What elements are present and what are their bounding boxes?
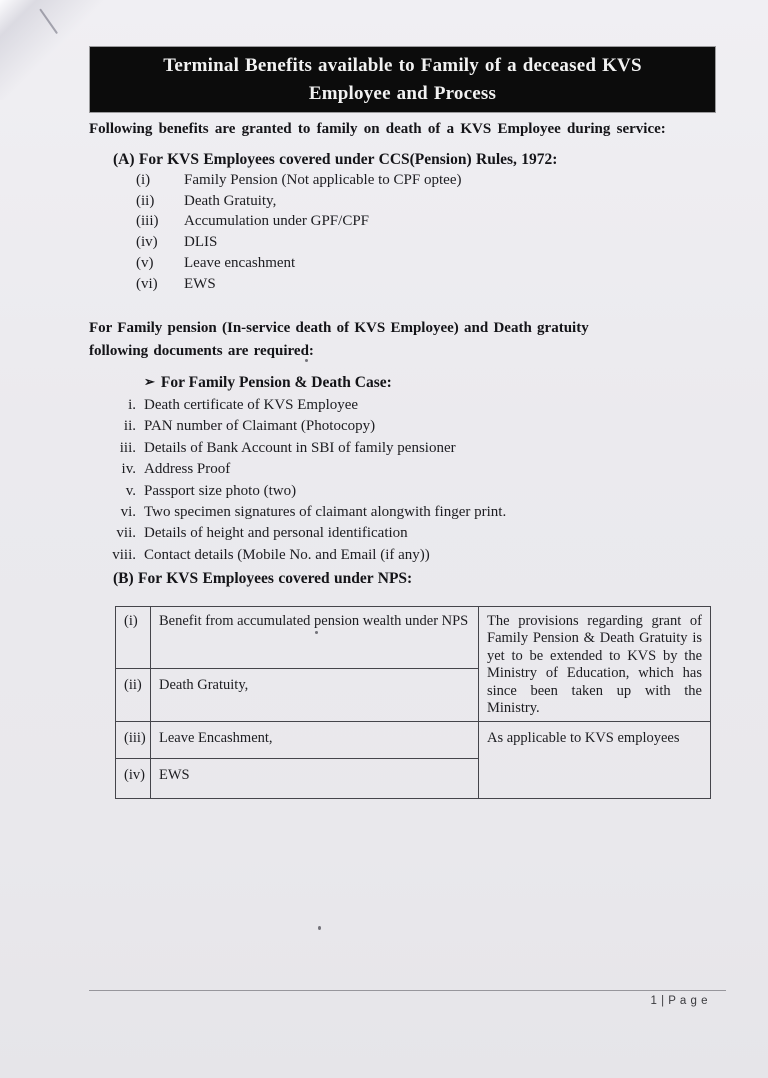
- section-a-heading: (A) For KVS Employees covered under CCS(Pension) Rules, 1972:: [113, 151, 558, 168]
- list-item-number: vi.: [120, 504, 136, 521]
- list-item: [98, 416, 506, 437]
- list-item-number: (ii): [136, 192, 155, 209]
- table-cell-number: (iv): [116, 759, 151, 799]
- list-item: [98, 545, 506, 566]
- list-item-text: Contact details (Mobile No. and Email (if any)): [144, 546, 430, 563]
- list-item-number: iii.: [119, 439, 136, 456]
- documents-heading: [144, 374, 392, 392]
- list-item-text: Family Pension (Not applicable to CPF optee): [184, 172, 462, 188]
- table-cell-remark: As applicable to KVS employees: [479, 722, 711, 799]
- table-cell-benefit: Leave Encashment,: [151, 722, 479, 759]
- section-b-heading: (B) For KVS Employees covered under NPS:: [113, 570, 413, 587]
- nps-benefits-table: [115, 606, 711, 799]
- list-item: [136, 170, 461, 191]
- table-cell-remark: The provisions regarding grant of Family Pension & Death Gratuity is yet to be extended to KVS by the Ministry of Education, which has since been taken up with the Ministry.: [479, 607, 711, 722]
- list-item-number: (iii): [136, 213, 159, 230]
- list-item-text: Death certificate of KVS Employee: [144, 397, 359, 413]
- table-cell-benefit: EWS: [151, 759, 479, 799]
- list-item-text: Two specimen signatures of claimant alongwith finger print.: [144, 504, 507, 521]
- table-cell-number: (ii): [116, 669, 151, 722]
- table-row: [116, 722, 711, 759]
- list-item-text: PAN number of Claimant (Photocopy): [144, 418, 376, 435]
- documents-list: [98, 395, 506, 566]
- list-item: [98, 438, 506, 459]
- list-item-number: iv.: [121, 461, 136, 478]
- list-item-text: Death Gratuity,: [184, 192, 277, 209]
- scan-speck-artifact: [305, 359, 308, 362]
- table-cell-number: (i): [116, 607, 151, 669]
- list-item: [136, 274, 461, 295]
- documents-heading-text: For Family Pension & Death Case:: [160, 374, 392, 391]
- list-item-number: ii.: [123, 418, 136, 435]
- list-item-number: i.: [128, 397, 136, 413]
- list-item: [98, 459, 506, 480]
- family-pension-paragraph: [89, 317, 709, 362]
- family-pension-line2: following documents are required:: [89, 342, 314, 359]
- list-item-number: (vi): [136, 275, 158, 292]
- document-title-line1: Terminal Benefits available to Family of a deceased KVS: [163, 55, 642, 76]
- list-item-text: EWS: [184, 275, 216, 292]
- list-item-text: Leave encashment: [184, 254, 296, 271]
- list-item-number: v.: [125, 482, 136, 499]
- table-cell-benefit: Benefit from accumulated pension wealth under NPS: [151, 607, 479, 669]
- list-item-number: (v): [136, 254, 154, 271]
- list-item: [98, 481, 506, 502]
- footer-rule: [89, 990, 726, 991]
- arrow-bullet-icon: ➢: [144, 374, 155, 389]
- list-item-text: Details of Bank Account in SBI of family pensioner: [144, 439, 456, 456]
- list-item: [136, 253, 461, 274]
- list-item: [98, 395, 506, 416]
- list-item-number: (i): [136, 172, 151, 188]
- list-item: [98, 502, 506, 523]
- list-item-text: DLIS: [184, 234, 218, 251]
- list-item: [136, 191, 461, 212]
- document-title-line2: Employee and Process: [308, 83, 497, 104]
- family-pension-line1: For Family pension (In-service death of KVS Employee) and Death gratuity: [89, 320, 589, 336]
- list-item-text: Details of height and personal identification: [144, 525, 408, 542]
- list-item-text: Accumulation under GPF/CPF: [184, 213, 370, 230]
- table-row: [116, 607, 711, 669]
- page-number: 1 | P a g e: [650, 995, 708, 1007]
- scan-speck-artifact: [315, 631, 318, 634]
- list-item-number: vii.: [116, 525, 136, 542]
- list-item: [136, 232, 461, 253]
- section-a-list: [136, 170, 461, 294]
- title-banner: [90, 47, 715, 112]
- list-item-text: Passport size photo (two): [144, 482, 297, 499]
- list-item-number: viii.: [112, 546, 136, 563]
- list-item-text: Address Proof: [144, 461, 231, 478]
- intro-paragraph: Following benefits are granted to family on death of a KVS Employee during service:: [89, 121, 666, 137]
- list-item-number: (iv): [136, 234, 158, 251]
- table-cell-number: (iii): [116, 722, 151, 759]
- scan-speck-artifact: [318, 926, 321, 930]
- fold-line-artifact: [39, 8, 58, 34]
- list-item: [98, 523, 506, 544]
- table-cell-benefit: Death Gratuity,: [151, 669, 479, 722]
- list-item: [136, 211, 461, 232]
